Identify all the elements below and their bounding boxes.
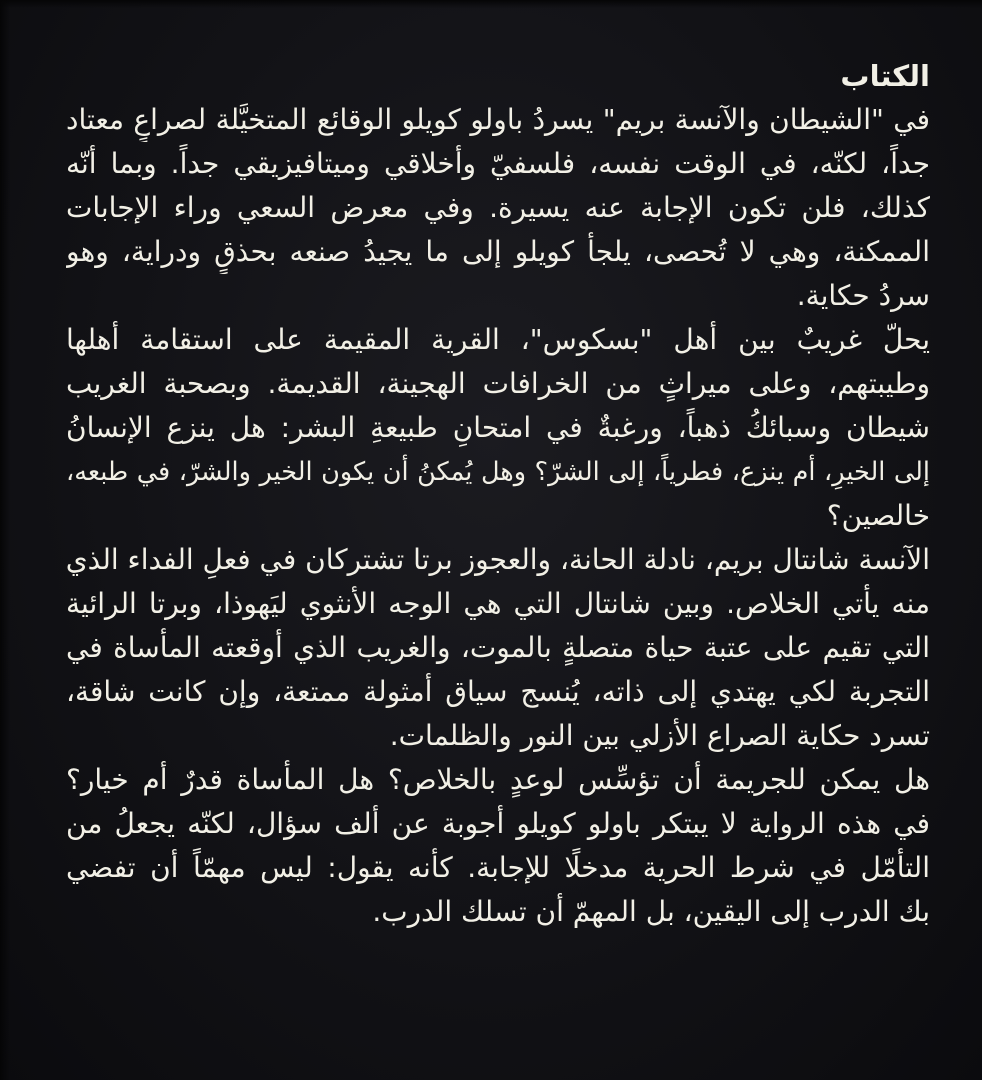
paragraph-line: وطيبتهم، وعلى ميراثٍ من الخرافات الهجينة، القديمة. وبصحبة الغريب (66, 367, 930, 400)
paragraph-line: التجربة لكي يهتدي إلى ذاته، يُنسج سياق أمثولة ممتعة، وإن كانت شاقة، (66, 675, 930, 708)
cover-top-edge-shadow (0, 0, 982, 8)
paragraph-line: التأمّل في شرط الحرية مدخلًا للإجابة. كأنه يقول: ليس مهمّاً أن تفضي (66, 851, 930, 884)
paragraph-line: بك الدرب إلى اليقين، بل المهمّ أن تسلك الدرب. (372, 895, 930, 928)
paragraph-line: في "الشيطان والآنسة بريم" يسردُ باولو كويلو الوقائع المتخيَّلة لصراعٍ معتاد (66, 103, 930, 136)
paragraph-line: شيطان وسبائكُ ذهباً، ورغبةٌ في امتحانِ طبيعةِ البشر: هل ينزع الإنسانُ (66, 411, 930, 444)
paragraph-line: يحلّ غريبٌ بين أهل "بسكوس"، القرية المقيمة على استقامة أهلها (66, 323, 930, 356)
section-title: الكتاب (840, 59, 930, 93)
paragraph-line: الممكنة، وهي لا تُحصى، يلجأ كويلو إلى ما يجيدُ صنعه بحذقٍ ودراية، وهو (66, 235, 930, 268)
paragraph-line: هل يمكن للجريمة أن تؤسِّس لوعدٍ بالخلاص؟ هل المأساة قدرٌ أم خيار؟ (66, 763, 930, 796)
paragraph-2 (66, 318, 930, 538)
paragraph-1 (66, 98, 930, 318)
paragraph-line: جداً، لكنّه، في الوقت نفسه، فلسفيّ وأخلاقي وميتافيزيقي جداً. وبما أنّه (66, 147, 930, 180)
paragraph-line: في هذه الرواية لا يبتكر باولو كويلو أجوبة عن ألف سؤال، لكنّه يجعلُ من (66, 807, 930, 840)
paragraph-3 (66, 538, 930, 758)
paragraph-4 (66, 758, 930, 934)
paragraph-line: الآنسة شانتال بريم، نادلة الحانة، والعجوز برتا تشتركان في فعلِ الفداء الذي (66, 543, 930, 576)
paragraph-line: التي تقيم على عتبة حياة متصلةٍ بالموت، والغريب الذي أوقعته المأساة في (66, 631, 930, 664)
paragraph-line: كذلك، فلن تكون الإجابة عنه يسيرة. وفي معرض السعي وراء الإجابات (66, 191, 930, 224)
cover-left-edge-shadow (0, 0, 10, 1080)
paragraph-line: سردُ حكاية. (796, 279, 930, 312)
paragraph-line: منه يأتي الخلاص. وبين شانتال التي هي الوجه الأنثوي ليَهوذا، وبرتا الرائية (66, 587, 930, 620)
paragraph-line: خالصين؟ (826, 499, 930, 532)
paragraph-line: إلى الخيرِ، أم ينزع، فطرياً، إلى الشرّ؟ وهل يُمكنُ أن يكون الخير والشرّ، في طبعه، (66, 457, 930, 487)
blurb-text-block (66, 58, 930, 934)
paragraph-line: تسرد حكاية الصراع الأزلي بين النور والظلمات. (389, 719, 930, 752)
